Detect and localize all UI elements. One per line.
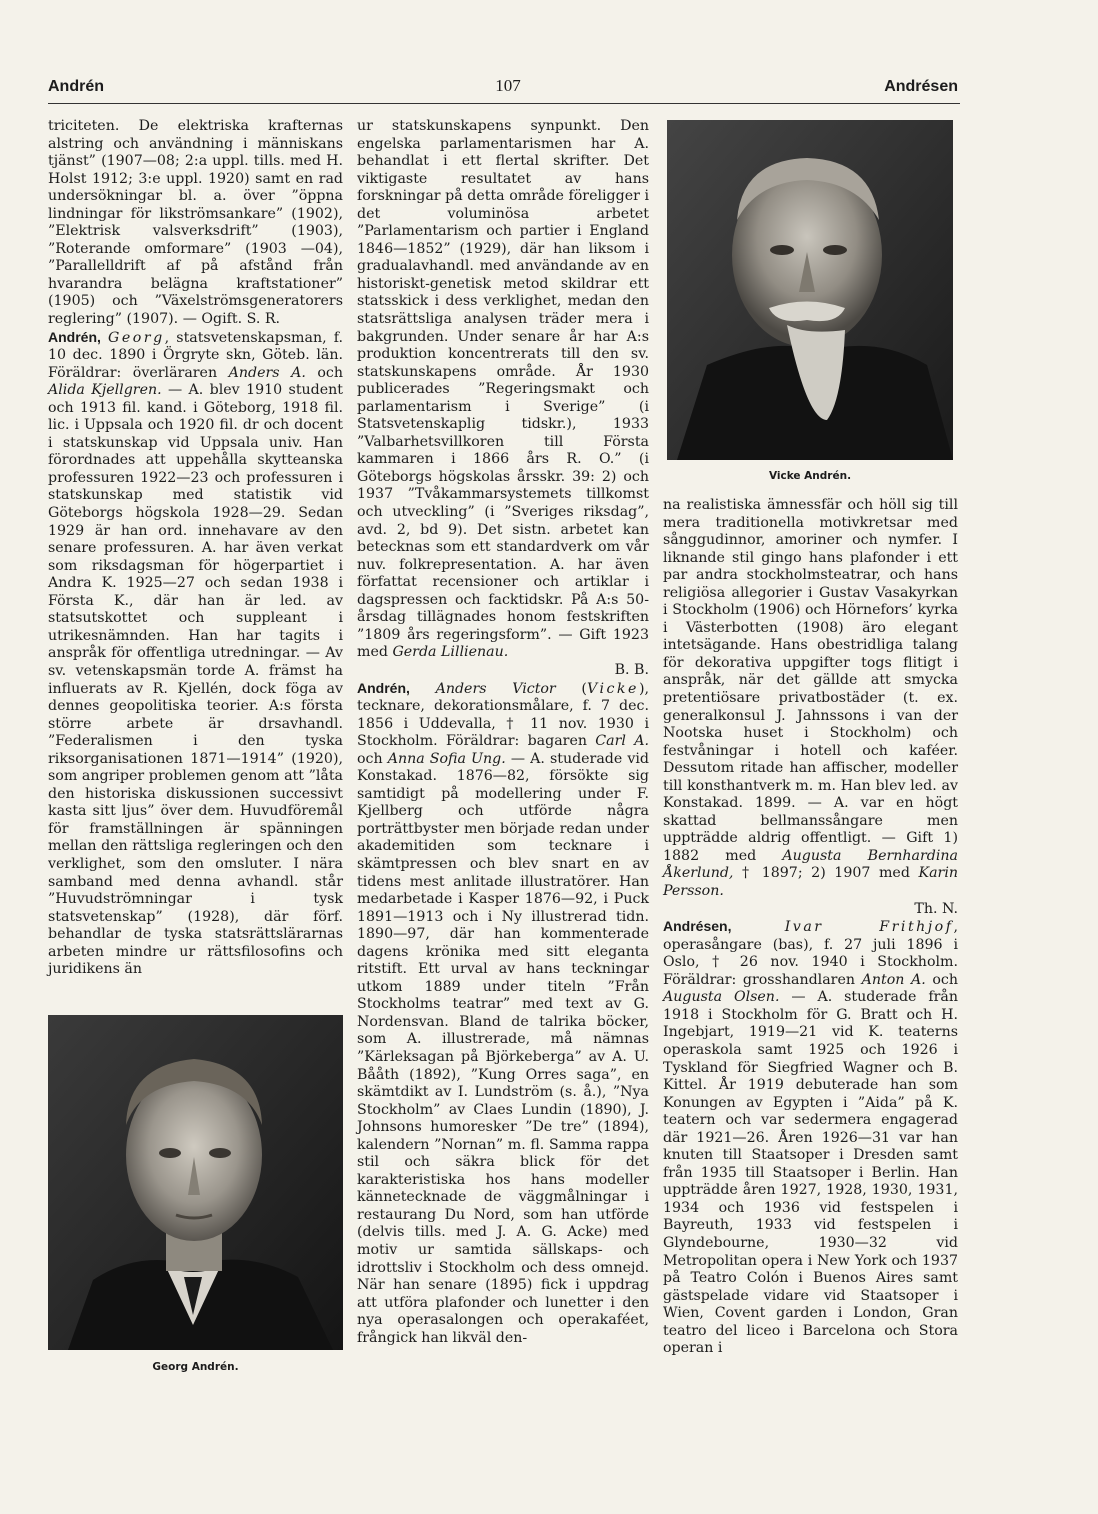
portrait-image bbox=[667, 120, 953, 460]
portrait-vicke-andren bbox=[667, 120, 953, 460]
entry-firstname: Ivar Frithjof bbox=[784, 919, 954, 936]
father-name: Anton A. bbox=[861, 971, 926, 988]
author-signature: Th. N. bbox=[914, 900, 958, 917]
column-2 bbox=[357, 118, 649, 1347]
entry-text: , operasångare (bas), f. 27 juli 1896 i Oslo, † 26 nov. 1940 i Stockholm. Föräldrar: grosshandlaren bbox=[663, 919, 958, 988]
article-ivar-andresen bbox=[663, 918, 958, 1358]
entry-callname: Vicke bbox=[586, 680, 639, 697]
entry-text: ur statskunskapens synpunkt. Den engelska parlamentarismen har A. behandlat i ett flertal skrifter. Det viktigaste resultatet av hans forskningar på detta område föreligger i det voluminösa arbetet ”Parlamentarism och partier i England 1846—1852” (1929), där han liksom i gradualavhandl. med användande av en historiskt-genetisk metod skildrar ett statsskick i dess verklighet, medan den statsrättsliga analysen träder mera i bakgrunden. Under senare år har A:s produktion koncentrerats till den sv. statskunskapens område. År 1930 publicerades ”Regeringsmakt och parlamentarism i Sverige” (i Statsvetenskaplig tidskr.), 1933 ”Valbarhetsvillkoren till Första kammaren i 1866 års R. O.” (i Göteborgs högskolas årsskr. 39: 2) och 1937 ”Tvåkammarsystemets tillkomst och utveckling” (i ”Sveriges riksdag”, avd. 2, bd 9). Det sistn. arbetet kan betecknas som ett standardverk om vår nuv. folkrepresentation. A. har även författat recensioner och artiklar i dagspressen och facktidskr. På A:s 50-årsdag tillägnades honom festskriften ”1809 års regeringsform”. — Gift 1923 med bbox=[357, 118, 649, 661]
entry-text: † 1897; 2) 1907 med bbox=[733, 865, 919, 882]
wife-name: Gerda Lillienau. bbox=[392, 644, 509, 661]
page-number: 107 bbox=[495, 76, 521, 95]
article-vicke-continued bbox=[663, 497, 958, 901]
caption-vicke: Vicke Andrén. bbox=[768, 470, 852, 482]
entry-surname: Andrén, bbox=[357, 679, 410, 696]
entry-text: och bbox=[925, 971, 958, 988]
entry-text: och bbox=[305, 364, 343, 381]
entry-text: , statsvetenskapsman, f. 10 dec. 1890 i Örgryte skn, Göteb. län. Föräldrar: överläraren bbox=[48, 329, 343, 381]
entry-surname: Andrén, bbox=[48, 328, 101, 345]
article-vicke-andren: Andrén, Anders Victor (Vicke), tecknare, dekorationsmålare, f. 7 dec. 1856 i Uddevalla, † 11 nov. 1930 i Stockholm. Föräldrar: bagaren Carl A. och Anna Sofia Ung. — A. studerade vid Konstakad. 1876—82, försökte sig samtidigt på modellering under F. Kjellberg och utförde några porträttbyster men började redan under akademitiden som tecknare i skämtpressen och blev snart en av tidens mest anlitade illustratörer. Han medarbetade i Kasper 1876—92, i Puck 1891—1913 och i Ny illustrerad tidn. 1890—97, där han kommenterade dagens krönika med sitt eleganta ritstift. Ett urval av hans teckningar utkom 1889 under titeln ”Från Stockholms teatrar” med text av G. Nordensvan. Bland de talrika böcker, som A. illustrerade, må nämnas ”Kärleksagan på Björkeberga” av A. U. Bååth (1892), ”Kung Orres saga”, en skämtdikt av I. Lundström (s. å.), ”Nya Stockholm” av Claes Lundin (1890), J. Johnsons humoresker ”De tre” (1894), kalendern ”Nornan” m. fl. Samma rappa stil och säkra blick för det karakteristiska hos hans modeller kännetecknade de väggmålningar i restaurang Du Nord, som han utförde (delvis tills. med J. A. G. Acke) med motiv ur samtida sällskaps- och idrottsliv i Stockholm och dess omnejd. När han senare (1895) fick i uppdrag att utföra plafonder och lunetter i den nya operasalongen och operakaféet, frångick han likväl den- bbox=[357, 679, 649, 1346]
mother-name: Alida Kjellgren. bbox=[48, 382, 162, 399]
wife-name: Augusta Bernhardina Åkerlund, bbox=[663, 847, 958, 882]
entry-text: , tecknare, dekorationsmålare, f. 7 dec. 1856 i Uddevalla, † 11 nov. 1930 i Stockholm. Föräldrar: bagaren bbox=[357, 680, 649, 750]
entry-surname: Andrésen, bbox=[663, 918, 732, 935]
entry-firstname: Georg bbox=[108, 329, 165, 346]
father-name: Anders A. bbox=[228, 364, 306, 381]
header-rule bbox=[48, 103, 960, 104]
article-continuation: triciteten. De elektriska krafternas alstring och användning i människans tjänst” (1907—08; 2:a uppl. tills. med H. Holst 1912; 3:e uppl. 1920) samt en rad undersökningar bl. a. över ”öppna lindningar för likströmsankare” (1902), ”Elektrisk valsverksdrift” (1903), ”Roterande omformare” (1903 —04), ”Parallelldrift af på afstånd från hvarandra belägna kraftstationer” (1905) och ”Växelströmsgeneratorers reglering” (1907). — Ogift. S. R. bbox=[48, 118, 343, 328]
entry-firstname: Anders Victor bbox=[435, 680, 556, 697]
caption-georg: Georg Andrén. bbox=[152, 1361, 239, 1373]
mother-name: Augusta Olsen. bbox=[663, 989, 780, 1006]
article-georg-andren bbox=[48, 329, 343, 979]
wife-name: Karin Persson. bbox=[663, 865, 958, 900]
column-3 bbox=[663, 497, 958, 1358]
entry-text: — A. studerade från 1918 i Stockholm för G. Bratt och H. Ingebjart, 1919—21 vid K. teaterns operaskola samt 1925 och 1926 i Tyskland för Siegfried Wagner och B. Kittel. År 1919 debuterade han som Konungen av Egypten i ”Aida” på K. teatern och var sedermera engagerad där 1921—26. Åren 1926—31 var han knuten till Staatsoper i Dresden samt från 1935 till Staatsoper i Berlin. Han uppträdde åren 1927, 1928, 1930, 1931, 1934 och 1936 vid festspelen i Bayreuth, 1933 vid festspelen i Glyndebourne, 1930—32 vid Metropolitan opera i New York och 1937 på Teatro Colón i Buenos Aires samt gästspelade vidare vid Staatsoper i Wien, Covent garden i London, Gran teatro del liceo i Barcelona och Stora operan i bbox=[663, 989, 958, 1357]
author-signature: B. B. bbox=[614, 661, 649, 678]
entry-text: — A. studerade vid Konstakad. 1876—82, försökte sig samtidigt på modellering under F. Kjellberg och utförde några porträttbyster men började redan under akademitiden som tecknare i skämtpressen och blev snart en av tidens mest anlitade illustratörer. Han medarbetade i Kasper 1876—92, i Puck 1891—1913 och i Ny illustrerad tidn. 1890—97, där han kommenterade dagens krönika med sitt eleganta ritstift. Ett urval av hans teckningar utkom 1889 under titeln ”Från Stockholms teatrar” med text av G. Nordensvan. Bland de talrika böcker, som A. illustrerade, må nämnas ”Kärleksagan på Björkeberga” av A. U. Bååth (1892), ”Kung Orres saga”, en skämtdikt av I. Lundström (s. å.), ”Nya Stockholm” av Claes Lundin (1890), J. Johnsons humoresker ”De tre” (1894), kalendern ”Nornan” m. fl. Samma rappa stil och säkra blick för det karakteristiska hos hans modeller kännetecknade de väggmålningar i restaurang Du Nord, som han utförde (delvis tills. med J. A. G. Acke) med motiv ur samtida sällskaps- och idrottsliv i Stockholm och dess omnejd. När han senare (1895) fick i uppdrag att utföra plafonder och lunetter i den nya operasalongen och operakaféet, frångick han likväl den- bbox=[357, 750, 649, 1346]
entry-text: na realistiska ämnessfär och höll sig till mera traditionella motivkretsar med sånggudinnor, amoriner och nymfer. I liknande stil gingo hans plafonder i ett par andra stockholmsteatrar, och hans religiösa allegorier i Gustav Vasakyrkan i Stockholm (1906) och Hörnefors’ kyrka i Västerbotten (1908) äro elegant intetsägande. Hans obestridliga talang för dekorativa uppgifter togs flitigt i anspråk, när det gällde att smycka pretentiösare privatbostäder (t. ex. generalkonsul J. Jahnssons i van der Nootska huset i Stockholm) och festvåningar i hotell och kaféer. Dessutom ritade han affischer, modeller till konsthantverk m. m. Han blev led. av Konstakad. 1899. — A. var en högt skattad bellmanssångare men uppträdde aldrig offentligt. — Gift 1) 1882 med bbox=[663, 497, 958, 864]
entry-text: — A. blev 1910 student och 1913 fil. kand. i Göteborg, 1918 fil. lic. i Uppsala och 1920 fil. dr och docent i statskunskap vid Uppsala univ. Han förordnades att uppehålla skytteanska professuren 1922—23 och professuren i statskunskap med statistik vid Göteborgs högskola 1928—29. Sedan 1929 är han ord. innehavare av den senare professuren. A. har även verkat som riksdagsman för högerpartiet i Andra K. 1925—27 och sedan 1938 i Första K., där han är led. av statsutskottet och suppleant i utrikesnämnden. Han har tagits i anspråk för offentliga utredningar. — Av sv. vetenskapsmän torde A. främst ha influerats av R. Kjellén, dock föga av dennes geopolitiska teorier. A:s första större arbete är drsavhandl. ”Federalismen i den tyska riksorganisationen 1871—1914” (1920), som angriper problemen genom att ”låta den historiska diskussionen successivt kasta sitt ljus” över dem. Huvudföremål för framställningen är spänningen mellan den rättsliga regleringen och den verklighet, som den omsluter. I nära samband med denna avhandl. står ”Huvudströmningar i tysk statsvetenskap” (1928), där förf. behandlar de tyska statsrättslärarnas arbeten mindre ur rättsfilosofins och juridikens än bbox=[48, 382, 343, 978]
article-georg-continued bbox=[357, 118, 649, 662]
father-name: Carl A. bbox=[595, 733, 649, 750]
mother-name: Anna Sofia Ung. bbox=[387, 750, 506, 767]
portrait-image bbox=[48, 1015, 343, 1350]
header-left: Andrén bbox=[48, 78, 104, 95]
portrait-georg-andren bbox=[48, 1015, 343, 1350]
running-header bbox=[48, 74, 958, 104]
entry-text: och bbox=[357, 750, 388, 767]
header-right: Andrésen bbox=[884, 78, 958, 95]
column-1 bbox=[48, 118, 343, 979]
